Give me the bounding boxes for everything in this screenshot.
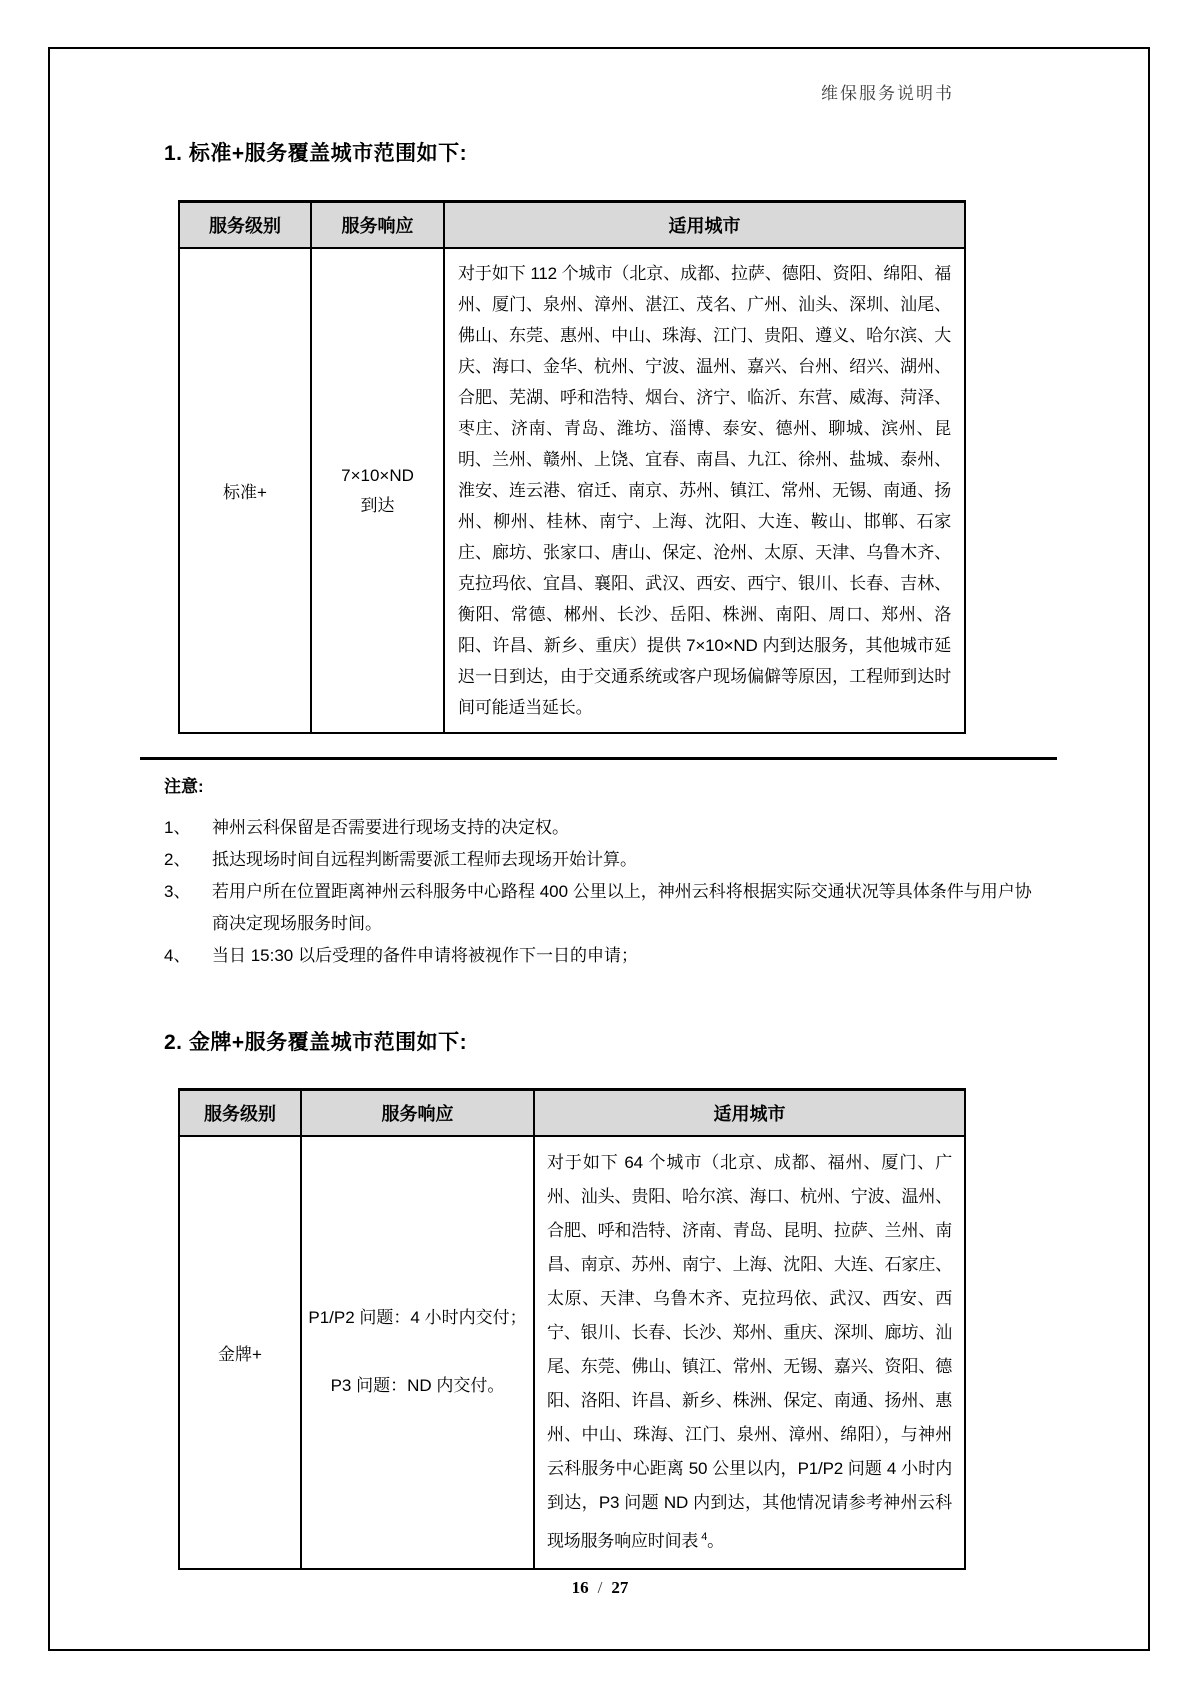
table-row xyxy=(179,248,965,733)
page-footer xyxy=(0,1578,1200,1598)
notes-label: 注意: xyxy=(164,777,204,796)
note-text: 神州云科保留是否需要进行现场支持的决定权。 xyxy=(212,818,569,837)
header-service-level: 服务级别 xyxy=(179,1090,301,1137)
page-separator: / xyxy=(597,1578,603,1597)
section-2-title: 2. 金牌+服务覆盖城市范围如下: xyxy=(164,1031,468,1054)
note-number: 3、 xyxy=(164,882,191,901)
header-service-response: 服务响应 xyxy=(301,1090,534,1137)
standard-plus-service-table xyxy=(178,200,966,734)
notes-section xyxy=(164,774,1046,972)
note-number: 4、 xyxy=(164,946,191,965)
note-text: 若用户所在位置距离神州云科服务中心路程 400 公里以上，神州云科将根据实际交通状况等具体条件与用户协商决定现场服务时间。 xyxy=(212,882,1032,933)
section-divider-rule xyxy=(140,757,1057,760)
response-line-1: 7×10×ND xyxy=(341,465,414,485)
header-service-response: 服务响应 xyxy=(311,202,444,249)
applicable-cities-cell: 对于如下 112 个城市（北京、成都、拉萨、德阳、资阳、绵阳、福州、厦门、泉州、漳州、湛江、茂名、广州、汕头、深圳、汕尾、佛山、东莞、惠州、中山、珠海、江门、贵阳、遵义、哈尔滨、大庆、海口、金华、杭州、宁波、温州、嘉兴、台州、绍兴、湖州、合肥、芜湖、呼和浩特、烟台、济宁、临沂、东营、威海、菏泽、枣庄、济南、青岛、潍坊、淄博、泰安、德州、聊城、滨州、昆明、兰州、赣州、上饶、宜春、南昌、九江、徐州、盐城、泰州、淮安、连云港、宿迁、南京、苏州、镇江、常州、无锡、南通、扬州、柳州、桂林、南宁、上海、沈阳、大连、鞍山、邯郸、石家庄、廊坊、张家口、唐山、保定、沧州、太原、天津、乌鲁木齐、克拉玛依、宜昌、襄阳、武汉、西安、西宁、银川、长春、吉林、衡阳、常德、郴州、长沙、岳阳、株洲、南阳、周口、郑州、洛阳、许昌、新乡、重庆）提供 7×10×ND 内到达服务，其他城市延迟一日到达，由于交通系统或客户现场偏僻等原因，工程师到达时间可能适当延长。 xyxy=(444,248,965,733)
response-line-2: 到达 xyxy=(360,495,395,515)
note-item xyxy=(164,876,1046,940)
service-response-cell xyxy=(301,1136,534,1569)
section-1-title: 1. 标准+服务覆盖城市范围如下: xyxy=(164,142,468,165)
response-paragraph-2: P3 问题：ND 内交付。 xyxy=(330,1376,505,1396)
note-number: 2、 xyxy=(164,850,191,869)
service-level-cell: 标准+ xyxy=(179,248,311,733)
header-applicable-cities: 适用城市 xyxy=(534,1090,965,1137)
note-text: 抵达现场时间自远程判断需要派工程师去现场开始计算。 xyxy=(212,850,637,869)
note-item xyxy=(164,812,1046,844)
gold-plus-service-table xyxy=(178,1088,966,1570)
table-header-row xyxy=(179,202,965,249)
response-paragraph-1: P1/P2 问题：4 小时内交付； xyxy=(308,1308,527,1328)
header-applicable-cities: 适用城市 xyxy=(444,202,965,249)
note-number: 1、 xyxy=(164,818,191,837)
cities-text-tail: 。 xyxy=(707,1531,724,1551)
total-page-count: 27 xyxy=(611,1578,629,1597)
document-header-title: 维保服务说明书 xyxy=(821,84,954,103)
current-page-number: 16 xyxy=(571,1578,589,1597)
note-item xyxy=(164,844,1046,876)
cities-text: 对于如下 64 个城市（北京、成都、福州、厦门、广州、汕头、贵阳、哈尔滨、海口、杭州、宁波、温州、合肥、呼和浩特、济南、青岛、昆明、拉萨、兰州、南昌、南京、苏州、南宁、上海、沈阳、大连、石家庄、太原、天津、乌鲁木齐、克拉玛依、武汉、西安、西宁、银川、长春、长沙、郑州、重庆、深圳、廊坊、汕尾、东莞、佛山、镇江、常州、无锡、嘉兴、资阳、德阳、洛阳、许昌、新乡、株洲、保定、南通、扬州、惠州、中山、珠海、江门、泉州、漳州、绵阳），与神州云科服务中心距离 50 公里以内，P1/P2 问题 4 小时内到达，P3 问题 ND 内到达，其他情况请参考神州云科现场服务响应时间表 xyxy=(547,1153,952,1551)
service-response-cell xyxy=(311,248,444,733)
note-item xyxy=(164,940,1046,972)
note-text: 当日 15:30 以后受理的备件申请将被视作下一日的申请； xyxy=(212,946,638,965)
table-header-row xyxy=(179,1090,965,1137)
applicable-cities-cell xyxy=(534,1136,965,1569)
header-service-level: 服务级别 xyxy=(179,202,311,249)
footnote-superscript: 4 xyxy=(701,1531,708,1543)
service-level-cell: 金牌+ xyxy=(179,1136,301,1569)
table-row xyxy=(179,1136,965,1569)
